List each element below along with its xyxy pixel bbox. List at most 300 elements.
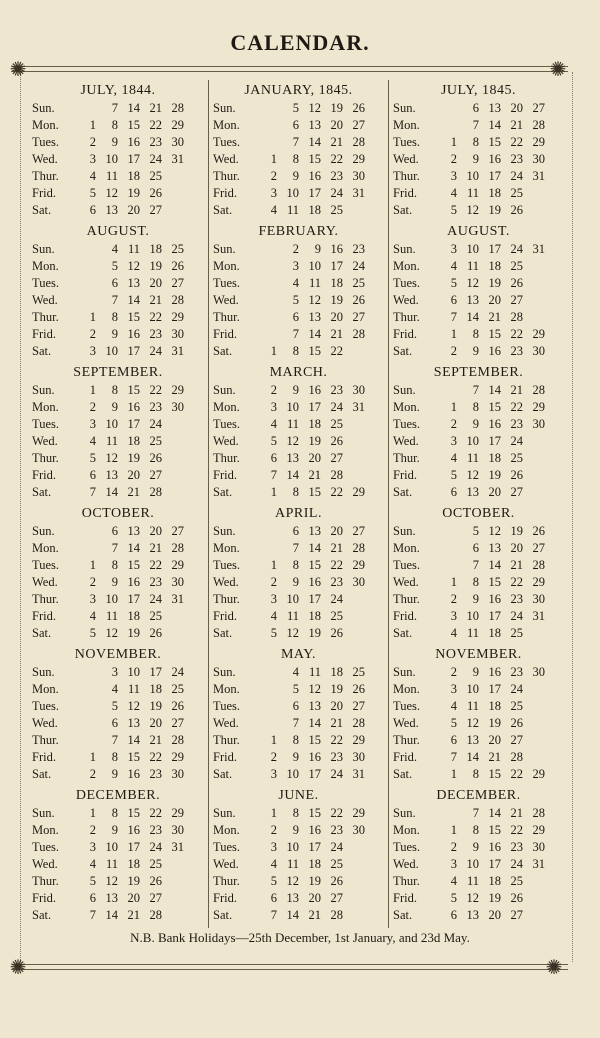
date-cells — [435, 100, 545, 117]
weekday-label: Wed. — [213, 857, 239, 871]
date-number: 12 — [105, 626, 118, 640]
date-number: 5 — [472, 524, 479, 538]
date-number: 3 — [89, 344, 96, 358]
week-row — [213, 117, 384, 134]
week-row — [32, 890, 204, 907]
date-number: 4 — [450, 186, 457, 200]
weekday-label: Mon. — [32, 400, 59, 414]
date-number: 19 — [488, 891, 501, 905]
week-row — [213, 382, 384, 399]
date-number: 11 — [286, 417, 299, 431]
date-number: 5 — [111, 259, 118, 273]
date-number — [74, 664, 96, 681]
date-number: 16 — [488, 665, 501, 679]
month-block — [389, 785, 568, 926]
date-number: 29 — [171, 310, 184, 324]
date-number: 25 — [171, 682, 184, 696]
date-number: 14 — [127, 101, 140, 115]
week-row — [213, 608, 384, 625]
date-number: 6 — [270, 891, 277, 905]
weekday-label: Sun. — [32, 665, 55, 679]
date-number: 22 — [149, 310, 162, 324]
date-cells — [435, 309, 545, 326]
date-number: 2 — [450, 840, 457, 854]
date-number: 12 — [466, 716, 479, 730]
date-number: 30 — [532, 152, 545, 166]
date-cells — [74, 168, 184, 185]
date-number: 29 — [532, 400, 545, 414]
weekday-label: Frid. — [213, 186, 237, 200]
week-row — [213, 873, 384, 890]
date-number: 21 — [330, 541, 343, 555]
date-number: 29 — [171, 558, 184, 572]
date-number: 12 — [466, 203, 479, 217]
date-number: 11 — [127, 682, 140, 696]
date-number: 22 — [149, 558, 162, 572]
date-cells — [435, 574, 545, 591]
date-cells — [435, 715, 545, 732]
date-number: 13 — [308, 118, 321, 132]
date-number — [343, 608, 365, 625]
week-row — [393, 574, 564, 591]
date-number — [74, 241, 96, 258]
date-number: 28 — [171, 541, 184, 555]
date-number: 7 — [89, 485, 96, 499]
week-row — [393, 873, 564, 890]
date-cells — [74, 134, 184, 151]
date-number: 21 — [127, 485, 140, 499]
date-number: 28 — [149, 485, 162, 499]
date-number: 9 — [292, 823, 299, 837]
date-cells — [74, 309, 184, 326]
date-cells — [74, 698, 184, 715]
date-number: 17 — [330, 259, 343, 273]
date-number — [162, 416, 184, 433]
date-number: 6 — [89, 468, 96, 482]
date-number: 13 — [127, 716, 140, 730]
weekday-label: Wed. — [393, 716, 419, 730]
date-number — [74, 715, 96, 732]
date-number: 7 — [292, 327, 299, 341]
date-number: 13 — [466, 908, 479, 922]
date-number: 13 — [466, 293, 479, 307]
date-number: 16 — [308, 823, 321, 837]
date-number: 24 — [149, 592, 162, 606]
date-cells — [435, 185, 545, 202]
date-number: 11 — [127, 242, 140, 256]
date-number — [523, 907, 545, 924]
date-number: 26 — [352, 101, 365, 115]
weekday-label: Sat. — [32, 203, 52, 217]
weekday-label: Thur. — [213, 310, 240, 324]
weekday-label: Tues. — [213, 558, 240, 572]
date-number: 8 — [472, 575, 479, 589]
week-row — [213, 258, 384, 275]
week-row — [393, 241, 564, 258]
date-number: 9 — [472, 417, 479, 431]
date-number: 26 — [532, 524, 545, 538]
date-cells — [435, 732, 545, 749]
date-number: 12 — [488, 524, 501, 538]
weekday-label: Wed. — [393, 434, 419, 448]
weekday-label: Sun. — [393, 101, 416, 115]
week-row — [393, 805, 564, 822]
date-cells — [74, 100, 184, 117]
date-number: 7 — [89, 908, 96, 922]
week-row — [393, 540, 564, 557]
date-cells — [74, 433, 184, 450]
weekday-label: Sat. — [213, 344, 233, 358]
date-number: 26 — [510, 203, 523, 217]
weekday-label: Tues. — [32, 840, 59, 854]
date-number: 29 — [352, 733, 365, 747]
date-number: 23 — [149, 327, 162, 341]
weekday-label: Frid. — [32, 750, 56, 764]
week-row — [393, 117, 564, 134]
date-number: 11 — [466, 874, 479, 888]
weekday-label: Mon. — [393, 823, 420, 837]
date-number: 9 — [292, 575, 299, 589]
date-number: 23 — [149, 823, 162, 837]
date-number: 17 — [308, 400, 321, 414]
date-number: 27 — [510, 293, 523, 307]
date-number: 30 — [532, 344, 545, 358]
date-cells — [255, 873, 365, 890]
date-number: 20 — [488, 293, 501, 307]
date-number: 10 — [286, 592, 299, 606]
weekday-label: Frid. — [32, 186, 56, 200]
weekday-label: Sat. — [32, 767, 52, 781]
date-cells — [255, 185, 365, 202]
weekday-label: Mon. — [393, 118, 420, 132]
date-cells — [255, 343, 365, 360]
date-cells — [435, 681, 545, 698]
date-number: 28 — [171, 293, 184, 307]
date-cells — [74, 856, 184, 873]
date-number: 15 — [488, 400, 501, 414]
week-row — [213, 241, 384, 258]
weekday-label: Tues. — [393, 840, 420, 854]
week-row — [213, 822, 384, 839]
weekday-label: Tues. — [213, 417, 240, 431]
date-cells — [435, 258, 545, 275]
date-number: 29 — [532, 135, 545, 149]
week-row — [213, 523, 384, 540]
weekday-label: Mon. — [213, 823, 240, 837]
weekday-label: Sat. — [213, 203, 233, 217]
date-number: 9 — [111, 135, 118, 149]
date-number: 6 — [89, 203, 96, 217]
date-number: 2 — [89, 327, 96, 341]
date-number: 2 — [89, 400, 96, 414]
date-number: 29 — [352, 806, 365, 820]
weekday-label: Wed. — [393, 293, 419, 307]
date-number: 27 — [352, 310, 365, 324]
date-number: 30 — [532, 665, 545, 679]
week-row — [32, 185, 204, 202]
date-number: 9 — [111, 767, 118, 781]
date-number: 16 — [488, 344, 501, 358]
weekday-label: Frid. — [393, 891, 417, 905]
date-number: 11 — [105, 609, 118, 623]
date-number: 24 — [330, 592, 343, 606]
date-number: 17 — [127, 344, 140, 358]
month-title: JUNE. — [278, 788, 319, 803]
date-number: 24 — [149, 344, 162, 358]
week-row — [32, 574, 204, 591]
month-block — [28, 362, 208, 503]
date-number: 7 — [270, 908, 277, 922]
weekday-label: Sun. — [393, 524, 416, 538]
date-number: 6 — [111, 276, 118, 290]
date-number: 19 — [127, 451, 140, 465]
week-row — [32, 467, 204, 484]
date-cells — [255, 608, 365, 625]
date-number: 2 — [270, 750, 277, 764]
weekday-label: Frid. — [213, 327, 237, 341]
date-number: 16 — [127, 400, 140, 414]
date-number: 28 — [532, 118, 545, 132]
date-number: 11 — [466, 259, 479, 273]
date-number: 19 — [488, 716, 501, 730]
month-block — [209, 80, 388, 221]
date-number: 22 — [149, 118, 162, 132]
date-number: 28 — [352, 541, 365, 555]
date-number: 1 — [450, 823, 457, 837]
date-number: 18 — [127, 609, 140, 623]
date-number: 22 — [510, 823, 523, 837]
month-block — [389, 80, 568, 221]
date-number: 13 — [127, 276, 140, 290]
date-cells — [74, 749, 184, 766]
date-cells — [255, 134, 365, 151]
date-number: 22 — [330, 733, 343, 747]
date-number: 10 — [105, 152, 118, 166]
date-number: 21 — [510, 383, 523, 397]
date-number: 4 — [270, 417, 277, 431]
date-number: 19 — [127, 626, 140, 640]
date-number: 26 — [352, 682, 365, 696]
date-number: 25 — [510, 451, 523, 465]
date-cells — [74, 292, 184, 309]
date-number: 8 — [472, 400, 479, 414]
date-number — [162, 433, 184, 450]
date-cells — [255, 168, 365, 185]
date-cells — [74, 557, 184, 574]
date-number — [343, 467, 365, 484]
date-number: 15 — [488, 575, 501, 589]
date-number — [255, 523, 277, 540]
date-number: 15 — [488, 327, 501, 341]
date-number: 11 — [105, 169, 118, 183]
date-number: 3 — [450, 609, 457, 623]
month-block — [28, 503, 208, 644]
week-row — [213, 151, 384, 168]
date-number: 16 — [308, 575, 321, 589]
date-number: 1 — [270, 733, 277, 747]
date-cells — [255, 275, 365, 292]
date-number: 18 — [488, 451, 501, 465]
date-cells — [435, 134, 545, 151]
date-number: 24 — [330, 400, 343, 414]
date-cells — [435, 168, 545, 185]
week-row — [213, 907, 384, 924]
month-block — [28, 785, 208, 926]
date-number — [162, 168, 184, 185]
date-number: 3 — [450, 682, 457, 696]
month-title: NOVEMBER. — [74, 647, 162, 662]
date-number: 30 — [171, 135, 184, 149]
week-row — [213, 698, 384, 715]
date-cells — [74, 608, 184, 625]
weekday-label: Thur. — [393, 169, 420, 183]
date-cells — [74, 591, 184, 608]
date-number: 21 — [149, 101, 162, 115]
date-number: 15 — [308, 485, 321, 499]
date-number — [255, 715, 277, 732]
date-number: 19 — [127, 186, 140, 200]
date-cells — [435, 805, 545, 822]
week-row — [393, 151, 564, 168]
date-number: 27 — [171, 716, 184, 730]
date-cells — [255, 484, 365, 501]
date-number: 17 — [488, 434, 501, 448]
date-number — [255, 134, 277, 151]
date-number — [255, 664, 277, 681]
week-row — [213, 681, 384, 698]
date-cells — [435, 484, 545, 501]
date-number: 2 — [450, 665, 457, 679]
date-number: 6 — [472, 541, 479, 555]
date-number: 14 — [488, 806, 501, 820]
date-number: 5 — [89, 874, 96, 888]
week-row — [393, 292, 564, 309]
date-number: 6 — [450, 908, 457, 922]
date-number: 5 — [270, 434, 277, 448]
week-row — [393, 185, 564, 202]
date-number: 24 — [171, 665, 184, 679]
date-cells — [74, 907, 184, 924]
weekday-label: Wed. — [32, 575, 58, 589]
week-row — [32, 202, 204, 219]
date-cells — [435, 839, 545, 856]
month-block — [389, 644, 568, 785]
date-number: 4 — [270, 857, 277, 871]
date-number: 24 — [510, 169, 523, 183]
week-row — [393, 168, 564, 185]
date-number: 14 — [308, 135, 321, 149]
date-number: 16 — [488, 417, 501, 431]
weekday-label: Mon. — [32, 682, 59, 696]
weekday-label: Sun. — [32, 524, 55, 538]
date-cells — [74, 416, 184, 433]
week-row — [393, 275, 564, 292]
date-number: 3 — [450, 857, 457, 871]
date-number: 22 — [510, 400, 523, 414]
date-number: 8 — [111, 806, 118, 820]
date-number: 9 — [314, 242, 321, 256]
date-number — [255, 292, 277, 309]
date-number: 31 — [532, 242, 545, 256]
date-cells — [255, 151, 365, 168]
calendar-column — [28, 80, 208, 928]
date-number — [343, 202, 365, 219]
date-number: 13 — [127, 524, 140, 538]
date-cells — [435, 856, 545, 873]
date-cells — [255, 241, 365, 258]
month-title: APRIL. — [275, 506, 322, 521]
date-number — [343, 839, 365, 856]
weekday-label: Sun. — [393, 806, 416, 820]
date-number: 12 — [466, 891, 479, 905]
date-number: 22 — [149, 806, 162, 820]
date-number: 3 — [292, 259, 299, 273]
date-number: 18 — [308, 417, 321, 431]
date-number: 4 — [450, 626, 457, 640]
date-number: 20 — [308, 451, 321, 465]
week-row — [213, 326, 384, 343]
date-number: 1 — [270, 152, 277, 166]
date-number: 22 — [330, 344, 343, 358]
date-cells — [74, 467, 184, 484]
date-number: 25 — [171, 242, 184, 256]
date-number: 19 — [149, 259, 162, 273]
date-number: 8 — [292, 806, 299, 820]
date-number — [255, 117, 277, 134]
weekday-label: Mon. — [32, 541, 59, 555]
date-number: 10 — [466, 434, 479, 448]
date-cells — [435, 523, 545, 540]
date-number — [162, 185, 184, 202]
week-row — [393, 343, 564, 360]
calendar-grid — [28, 80, 568, 928]
date-number: 4 — [89, 857, 96, 871]
date-number: 4 — [111, 682, 118, 696]
weekday-label: Sun. — [393, 665, 416, 679]
date-number: 27 — [532, 541, 545, 555]
date-number: 16 — [127, 327, 140, 341]
date-number: 11 — [466, 699, 479, 713]
date-number: 1 — [89, 383, 96, 397]
date-number: 1 — [89, 806, 96, 820]
week-row — [393, 608, 564, 625]
weekday-label: Tues. — [393, 135, 420, 149]
date-cells — [74, 839, 184, 856]
date-number: 26 — [330, 434, 343, 448]
date-number: 2 — [270, 383, 277, 397]
month-block — [28, 221, 208, 362]
date-cells — [255, 399, 365, 416]
date-number: 14 — [308, 327, 321, 341]
date-number: 5 — [89, 186, 96, 200]
date-number: 29 — [352, 152, 365, 166]
date-number — [435, 805, 457, 822]
date-cells — [74, 275, 184, 292]
date-cells — [435, 608, 545, 625]
date-number: 18 — [127, 857, 140, 871]
date-number: 7 — [292, 716, 299, 730]
date-number: 8 — [111, 558, 118, 572]
date-number: 6 — [111, 716, 118, 730]
date-cells — [74, 715, 184, 732]
date-number: 2 — [89, 767, 96, 781]
date-number: 8 — [292, 558, 299, 572]
date-cells — [435, 766, 545, 783]
date-number: 12 — [308, 682, 321, 696]
date-number: 12 — [466, 276, 479, 290]
weekday-label: Frid. — [213, 609, 237, 623]
date-number: 1 — [89, 118, 96, 132]
